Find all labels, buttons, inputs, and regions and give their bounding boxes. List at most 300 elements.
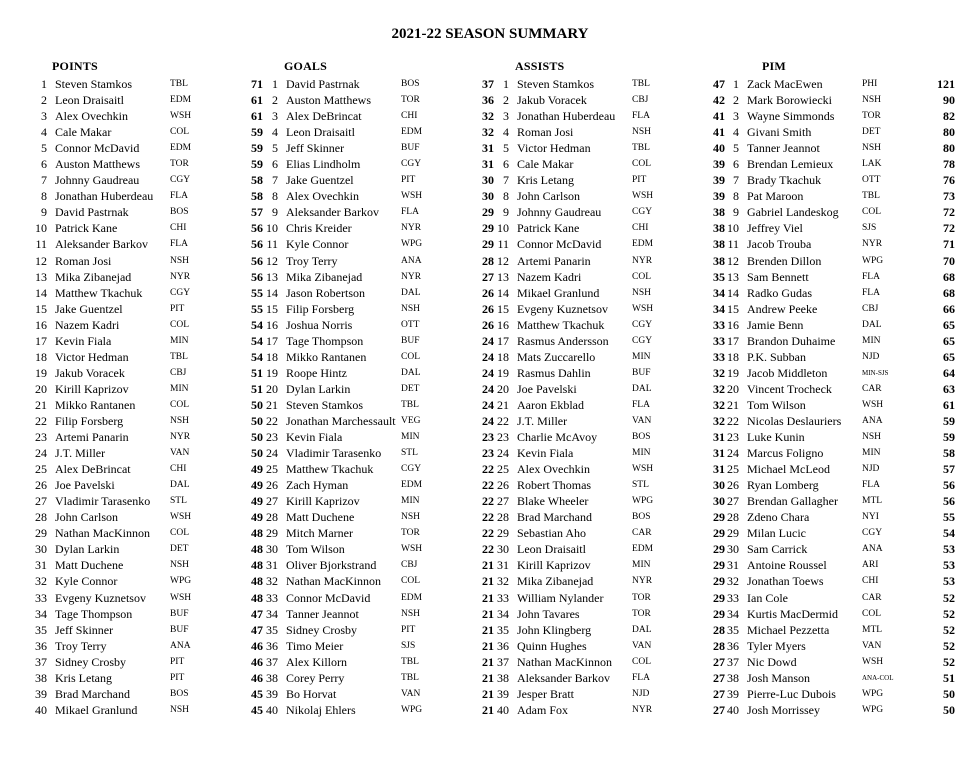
player-name: Rasmus Andersson: [517, 333, 609, 348]
player-rank: 40: [497, 702, 509, 717]
team-abbrev: COL: [632, 656, 651, 667]
player-rank: 39: [35, 686, 47, 701]
team-abbrev: PIT: [170, 303, 185, 314]
stat-value: 59: [251, 141, 263, 156]
column-header: ASSISTS: [515, 59, 565, 73]
team-abbrev: NJD: [632, 688, 650, 699]
player-rank: 6: [272, 157, 278, 172]
team-abbrev: LAK: [862, 159, 882, 170]
ranking-row: [495, 686, 725, 702]
player-name: Matthew Tkachuk: [517, 317, 605, 332]
player-rank: 6: [503, 157, 509, 172]
team-abbrev: SJS: [401, 640, 416, 651]
player-rank: 1: [272, 77, 278, 91]
player-name: John Carlson: [517, 189, 580, 204]
player-rank: 11: [35, 237, 47, 252]
player-name: Leon Draisaitl: [517, 542, 586, 557]
player-name: J.T. Miller: [517, 413, 568, 428]
stat-value: 29: [713, 590, 725, 605]
player-rank: 17: [497, 333, 509, 348]
stat-value: 50: [251, 413, 263, 428]
player-name: Jason Robertson: [286, 285, 365, 300]
team-abbrev: COL: [632, 159, 651, 170]
stat-value: 53: [943, 558, 955, 573]
player-rank: 23: [497, 430, 509, 445]
player-rank: 39: [497, 686, 509, 701]
team-abbrev: BUF: [632, 367, 651, 378]
team-abbrev: MIN: [170, 335, 189, 346]
player-name: Victor Hedman: [517, 141, 591, 156]
player-rank: 38: [266, 670, 278, 685]
team-abbrev: DET: [862, 127, 881, 138]
ranking-row: [495, 493, 725, 509]
stat-value: 53: [943, 542, 955, 557]
ranking-row: [264, 461, 494, 477]
stat-value: 52: [943, 654, 955, 669]
player-name: Michael McLeod: [747, 462, 830, 477]
stat-value: 41: [713, 109, 725, 124]
team-abbrev: CHI: [862, 576, 879, 587]
ranking-row: [495, 188, 725, 204]
ranking-row: [33, 333, 263, 349]
player-name: Brad Marchand: [55, 686, 130, 701]
ranking-row: [33, 557, 263, 573]
ranking-list: [495, 76, 725, 718]
ranking-row: [264, 333, 494, 349]
player-name: Aleksander Barkov: [286, 205, 379, 220]
ranking-row: [495, 477, 725, 493]
stat-value: 59: [943, 430, 955, 445]
ranking-list: [33, 76, 263, 718]
ranking-row: [495, 156, 725, 172]
player-rank: 11: [497, 237, 509, 252]
stat-value: 56: [251, 253, 263, 268]
player-name: Alex Killorn: [286, 654, 347, 669]
ranking-row: [264, 638, 494, 654]
ranking-row: [495, 269, 725, 285]
player-name: Troy Terry: [286, 253, 338, 268]
stat-value: 38: [713, 253, 725, 268]
ranking-row: [264, 317, 494, 333]
stat-value: 50: [943, 686, 955, 701]
player-name: Jake Guentzel: [286, 173, 354, 188]
ranking-row: [264, 365, 494, 381]
stat-value: 31: [713, 462, 725, 477]
player-rank: 17: [266, 333, 278, 348]
ranking-row: [33, 590, 263, 606]
ranking-row: [725, 477, 955, 493]
stat-value: 36: [482, 93, 494, 108]
stat-value: 24: [482, 397, 494, 412]
player-rank: 4: [503, 125, 509, 140]
team-abbrev: NSH: [401, 303, 421, 314]
stat-value: 63: [943, 381, 955, 396]
stat-value: 31: [713, 430, 725, 445]
ranking-row: [495, 236, 725, 252]
stat-value: 22: [482, 542, 494, 557]
stat-value: 24: [482, 365, 494, 380]
team-abbrev: BOS: [170, 688, 189, 699]
player-rank: 24: [497, 446, 509, 461]
ranking-row: [33, 381, 263, 397]
team-abbrev: TBL: [401, 672, 419, 683]
player-rank: 30: [727, 542, 739, 557]
ranking-row: [495, 317, 725, 333]
player-rank: 20: [497, 381, 509, 396]
player-rank: 15: [266, 301, 278, 316]
player-name: Mikael Granlund: [55, 702, 138, 717]
team-abbrev: COL: [170, 127, 189, 138]
player-rank: 39: [266, 686, 278, 701]
ranking-row: [725, 590, 955, 606]
team-abbrev: TOR: [170, 159, 189, 170]
player-name: Kirill Kaprizov: [55, 381, 129, 396]
player-rank: 4: [41, 125, 47, 140]
player-rank: 5: [41, 141, 47, 156]
team-abbrev: DET: [401, 383, 420, 394]
team-abbrev: VAN: [170, 448, 190, 459]
stat-value: 56: [251, 269, 263, 284]
team-abbrev: DAL: [632, 624, 652, 635]
column-header: GOALS: [284, 59, 328, 73]
player-rank: 27: [727, 494, 739, 509]
team-abbrev: WSH: [170, 592, 192, 603]
stat-value: 48: [251, 526, 263, 541]
stat-value: 46: [251, 670, 263, 685]
stat-value: 61: [251, 109, 263, 124]
player-name: Brandon Duhaime: [747, 333, 836, 348]
stat-value: 45: [251, 702, 263, 717]
player-rank: 16: [35, 317, 47, 332]
ranking-row: [725, 285, 955, 301]
player-name: Kevin Fiala: [286, 430, 343, 445]
team-abbrev: VAN: [862, 640, 882, 651]
ranking-row: [725, 301, 955, 317]
player-name: Nikolaj Ehlers: [286, 702, 356, 717]
ranking-row: [33, 108, 263, 124]
ranking-row: [264, 654, 494, 670]
team-abbrev: NSH: [862, 143, 882, 154]
player-rank: 35: [266, 622, 278, 637]
stat-value: 59: [943, 413, 955, 428]
player-rank: 25: [497, 462, 509, 477]
team-abbrev: EDM: [170, 95, 192, 106]
ranking-row: [264, 156, 494, 172]
ranking-row: [33, 285, 263, 301]
player-name: Zach Hyman: [286, 478, 349, 493]
team-abbrev: CGY: [632, 319, 653, 330]
player-name: Tage Thompson: [55, 606, 133, 621]
stat-value: 21: [482, 558, 494, 573]
team-abbrev: NYR: [170, 271, 191, 282]
stat-value: 48: [251, 542, 263, 557]
player-rank: 1: [503, 77, 509, 91]
player-name: Jake Guentzel: [55, 301, 123, 316]
stat-value: 26: [482, 285, 494, 300]
player-rank: 18: [35, 349, 47, 364]
player-name: Sebastian Aho: [517, 526, 586, 541]
player-rank: 14: [727, 285, 739, 300]
player-rank: 4: [272, 125, 278, 140]
player-name: Kyle Connor: [286, 237, 349, 252]
team-abbrev: MIN: [401, 432, 420, 443]
ranking-row: [264, 606, 494, 622]
team-abbrev: BUF: [401, 335, 420, 346]
team-abbrev: WSH: [170, 512, 192, 523]
stat-value: 57: [943, 462, 955, 477]
ranking-row: [725, 76, 955, 92]
player-rank: 31: [266, 558, 278, 573]
ranking-row: [495, 445, 725, 461]
player-name: Auston Matthews: [286, 93, 371, 108]
team-abbrev: NSH: [170, 255, 190, 266]
stat-value: 52: [943, 606, 955, 621]
stat-value: 71: [251, 77, 263, 91]
ranking-row: [725, 349, 955, 365]
player-name: Alex Ovechkin: [286, 189, 359, 204]
ranking-row: [725, 541, 955, 557]
player-name: Brad Marchand: [517, 510, 592, 525]
player-name: Tage Thompson: [286, 333, 364, 348]
stat-value: 48: [251, 590, 263, 605]
player-name: Evgeny Kuznetsov: [55, 590, 146, 605]
player-rank: 26: [727, 478, 739, 493]
stat-value: 22: [482, 478, 494, 493]
player-name: Josh Morrissey: [747, 702, 821, 717]
stat-value: 21: [482, 590, 494, 605]
player-name: William Nylander: [517, 590, 604, 605]
player-rank: 12: [497, 253, 509, 268]
ranking-row: [264, 92, 494, 108]
player-rank: 9: [272, 205, 278, 220]
player-name: Matt Duchene: [286, 510, 355, 525]
player-rank: 34: [35, 606, 47, 621]
player-name: Filip Forsberg: [286, 301, 355, 316]
ranking-row: [264, 573, 494, 589]
player-rank: 30: [35, 542, 47, 557]
team-abbrev: CHI: [401, 111, 418, 122]
player-rank: 38: [727, 670, 739, 685]
player-name: Jacob Trouba: [747, 237, 812, 252]
player-rank: 40: [35, 702, 47, 717]
stat-value: 68: [943, 269, 955, 284]
stat-value: 24: [482, 413, 494, 428]
stat-value: 78: [943, 157, 955, 172]
stat-value: 52: [943, 638, 955, 653]
stat-value: 73: [943, 189, 955, 204]
team-abbrev: COL: [862, 207, 881, 218]
stat-value: 50: [251, 446, 263, 461]
player-rank: 25: [35, 462, 47, 477]
ranking-row: [264, 349, 494, 365]
ranking-row: [264, 590, 494, 606]
team-abbrev: CGY: [170, 175, 191, 186]
player-name: Cale Makar: [55, 125, 112, 140]
player-name: Nathan MacKinnon: [55, 526, 150, 541]
player-rank: 18: [266, 349, 278, 364]
player-name: Nic Dowd: [747, 654, 797, 669]
ranking-row: [495, 333, 725, 349]
player-name: Artemi Panarin: [55, 430, 129, 445]
ranking-row: [33, 156, 263, 172]
ranking-row: [33, 573, 263, 589]
player-rank: 27: [266, 494, 278, 509]
player-rank: 27: [497, 494, 509, 509]
ranking-row: [33, 76, 263, 92]
player-name: Auston Matthews: [55, 157, 140, 172]
player-name: Brenden Dillon: [747, 253, 822, 268]
stat-value: 32: [482, 125, 494, 140]
player-name: Zdeno Chara: [747, 510, 810, 525]
column-header: POINTS: [52, 59, 98, 73]
player-rank: 15: [727, 301, 739, 316]
team-abbrev: CHI: [170, 223, 187, 234]
player-name: Troy Terry: [55, 638, 107, 653]
player-rank: 21: [35, 397, 47, 412]
team-abbrev: TBL: [401, 399, 419, 410]
team-abbrev: MIN: [170, 383, 189, 394]
player-rank: 10: [727, 221, 739, 236]
stat-value: 47: [713, 77, 725, 91]
player-name: Kris Letang: [55, 670, 112, 685]
player-rank: 6: [733, 157, 739, 172]
team-abbrev: WSH: [632, 303, 654, 314]
player-rank: 38: [497, 670, 509, 685]
player-name: Jakub Voracek: [55, 365, 125, 380]
player-rank: 10: [497, 221, 509, 236]
team-abbrev: WSH: [632, 191, 654, 202]
player-name: Blake Wheeler: [517, 494, 589, 509]
team-abbrev: CGY: [401, 159, 422, 170]
ranking-row: [725, 702, 955, 718]
ranking-row: [33, 365, 263, 381]
ranking-row: [264, 541, 494, 557]
player-rank: 19: [35, 365, 47, 380]
stat-value: 56: [251, 237, 263, 252]
team-abbrev: DET: [170, 544, 189, 555]
ranking-row: [725, 108, 955, 124]
ranking-row: [264, 76, 494, 92]
ranking-row: [725, 413, 955, 429]
stat-value: 52: [943, 622, 955, 637]
player-name: Sidney Crosby: [55, 654, 127, 669]
stat-value: 22: [482, 526, 494, 541]
team-abbrev: ANA: [170, 640, 191, 651]
stat-value: 51: [251, 381, 263, 396]
team-abbrev: CBJ: [862, 303, 879, 314]
player-name: Jamie Benn: [747, 317, 804, 332]
team-abbrev: CHI: [170, 464, 187, 475]
player-rank: 19: [266, 365, 278, 380]
ranking-row: [33, 638, 263, 654]
ranking-row: [33, 124, 263, 140]
team-abbrev: ANA-COL: [862, 673, 894, 682]
ranking-row: [725, 269, 955, 285]
stat-value: 21: [482, 574, 494, 589]
player-rank: 15: [35, 301, 47, 316]
player-rank: 29: [497, 526, 509, 541]
team-abbrev: EDM: [170, 143, 192, 154]
player-name: Johnny Gaudreau: [517, 205, 602, 220]
stat-value: 33: [713, 349, 725, 364]
team-abbrev: EDM: [401, 480, 423, 491]
team-abbrev: TBL: [862, 191, 880, 202]
ranking-row: [495, 413, 725, 429]
ranking-row: [264, 493, 494, 509]
team-abbrev: WPG: [862, 688, 884, 699]
player-rank: 35: [497, 622, 509, 637]
stat-value: 39: [713, 157, 725, 172]
ranking-row: [495, 76, 725, 92]
ranking-row: [725, 156, 955, 172]
player-rank: 18: [497, 349, 509, 364]
player-name: Johnny Gaudreau: [55, 173, 140, 188]
ranking-row: [495, 365, 725, 381]
player-name: Jonathan Huberdeau: [517, 109, 616, 124]
player-name: Connor McDavid: [286, 590, 371, 605]
player-name: Mikko Rantanen: [55, 397, 136, 412]
ranking-row: [264, 108, 494, 124]
player-rank: 36: [35, 638, 47, 653]
ranking-row: [264, 413, 494, 429]
player-rank: 32: [497, 574, 509, 589]
stat-value: 38: [713, 221, 725, 236]
team-abbrev: COL: [401, 576, 420, 587]
team-abbrev: MIN: [632, 351, 651, 362]
ranking-row: [33, 622, 263, 638]
team-abbrev: NJD: [862, 464, 880, 475]
player-rank: 22: [497, 413, 509, 428]
stat-value: 24: [482, 381, 494, 396]
player-rank: 33: [497, 590, 509, 605]
stat-value: 27: [713, 670, 725, 685]
player-name: Artemi Panarin: [517, 253, 591, 268]
player-name: Brendan Gallagher: [747, 494, 838, 509]
ranking-row: [33, 493, 263, 509]
ranking-row: [264, 301, 494, 317]
player-rank: 13: [35, 269, 47, 284]
player-rank: 34: [497, 606, 509, 621]
team-abbrev: PHI: [862, 79, 878, 89]
player-name: Mitch Marner: [286, 526, 353, 541]
team-abbrev: CGY: [632, 207, 653, 218]
player-name: Sam Bennett: [747, 269, 809, 284]
stat-value: 21: [482, 606, 494, 621]
stat-value: 71: [943, 237, 955, 252]
column-header: PIM: [762, 59, 786, 73]
team-abbrev: VAN: [401, 688, 421, 699]
team-abbrev: NSH: [170, 415, 190, 426]
ranking-row: [495, 638, 725, 654]
ranking-row: [33, 509, 263, 525]
player-name: Matt Duchene: [55, 558, 124, 573]
stat-value: 22: [482, 462, 494, 477]
player-name: Alex DeBrincat: [55, 462, 131, 477]
team-abbrev: BUF: [401, 143, 420, 154]
stat-value: 38: [713, 205, 725, 220]
ranking-row: [264, 140, 494, 156]
team-abbrev: NSH: [401, 512, 421, 523]
player-name: Steven Stamkos: [286, 397, 363, 412]
stat-value: 29: [482, 237, 494, 252]
player-name: Corey Perry: [286, 670, 345, 685]
stat-value: 23: [482, 446, 494, 461]
team-abbrev: CGY: [401, 464, 422, 475]
ranking-row: [495, 140, 725, 156]
team-abbrev: TBL: [170, 351, 188, 362]
ranking-row: [495, 702, 725, 718]
player-rank: 10: [35, 221, 47, 236]
